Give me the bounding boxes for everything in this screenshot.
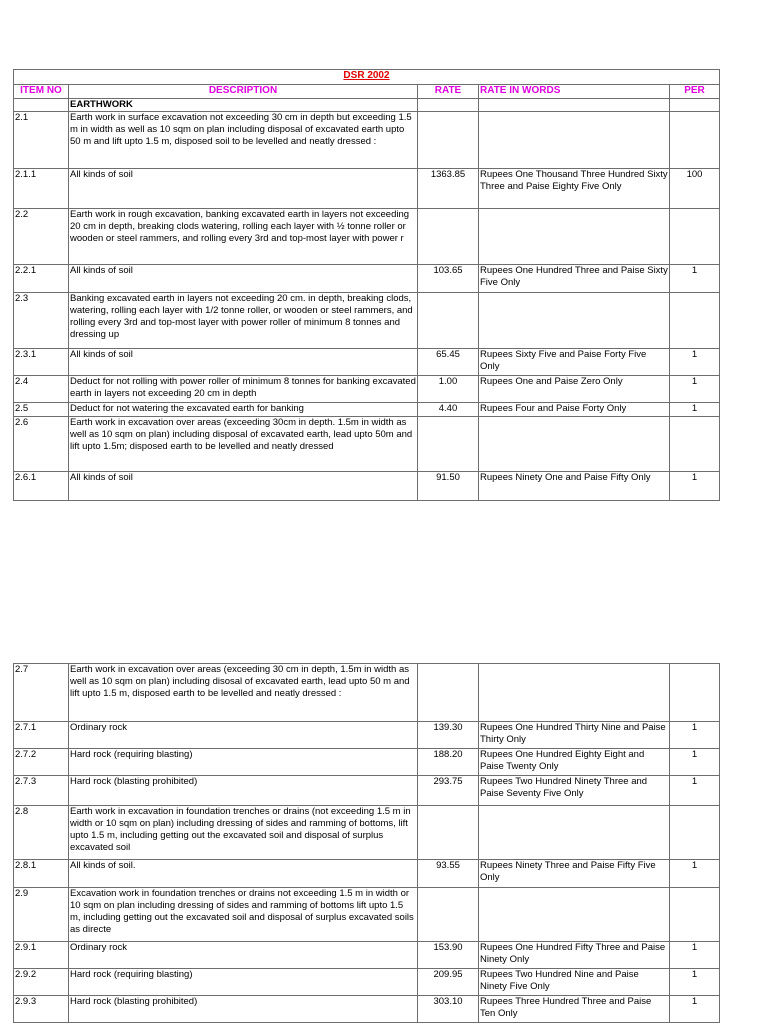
rate-cell: 93.55 [418,860,479,888]
per-cell: 1 [670,472,720,501]
table-row [14,112,720,169]
description-cell: Ordinary rock [69,722,418,749]
section-title: EARTHWORK [69,99,418,112]
rate-in-words-cell [479,806,670,860]
table-row [14,472,720,501]
item-no-cell: 2.2.1 [14,265,69,293]
item-no-cell: 2.9.2 [14,969,69,996]
rate-cell [418,209,479,265]
item-no-cell: 2.7.1 [14,722,69,749]
item-no-cell: 2.9.1 [14,942,69,969]
per-cell: 1 [670,776,720,806]
per-cell: 1 [670,942,720,969]
description-cell: Hard rock (requiring blasting) [69,749,418,776]
description-cell: Hard rock (blasting prohibited) [69,776,418,806]
table-row [14,806,720,860]
rate-in-words-cell [479,417,670,472]
per-cell: 1 [670,860,720,888]
per-cell: 1 [670,403,720,417]
rate-in-words-cell: Rupees Ninety Three and Paise Fifty Five Only [479,860,670,888]
rate-cell: 4.40 [418,403,479,417]
table-row [14,293,720,349]
description-cell: Hard rock (blasting prohibited) [69,996,418,1023]
item-no-cell: 2.8.1 [14,860,69,888]
table-row [14,169,720,209]
table-row [14,417,720,472]
rate-cell: 209.95 [418,969,479,996]
title-row [14,70,720,85]
rate-cell: 139.30 [418,722,479,749]
description-cell: All kinds of soil [69,349,418,376]
description-cell: Earth work in excavation over areas (exceeding 30cm in depth. 1.5m in width as well as 10 sqm on plan) including disposal of excavated earth, lead upto 50m and lift upto 1.5m; disposed earth to be levelled and neatly dressed [69,417,418,472]
rate-in-words-cell [479,293,670,349]
item-no-cell: 2.9.3 [14,996,69,1023]
per-cell [670,806,720,860]
rate-in-words-cell [479,112,670,169]
table-row [14,265,720,293]
table-row [14,376,720,403]
rate-in-words-cell: Rupees Two Hundred Ninety Three and Paise Seventy Five Only [479,776,670,806]
per-cell [670,417,720,472]
per-cell [670,112,720,169]
header-rate-in-words: RATE IN WORDS [479,85,670,99]
item-no-cell: 2.9 [14,888,69,942]
rate-in-words-cell: Rupees One Hundred Three and Paise Sixty Five Only [479,265,670,293]
description-cell: Hard rock (requiring blasting) [69,969,418,996]
item-no-cell: 2.2 [14,209,69,265]
header-per: PER [670,85,720,99]
rate-in-words-cell [479,209,670,265]
per-cell [670,888,720,942]
per-cell [670,293,720,349]
description-cell: All kinds of soil. [69,860,418,888]
table-row [14,403,720,417]
rate-cell: 65.45 [418,349,479,376]
header-item-no: ITEM NO [14,85,69,99]
description-cell: Earth work in excavation over areas (exceeding 30 cm in depth, 1.5m in width as well as 10 sqm on plan) including disosal of excavated earth, lead upto 50 m and lift upto 1.5 m, disposed earth to be levelled and neatly dressed : [69,664,418,722]
header-rate: RATE [418,85,479,99]
rate-cell: 303.10 [418,996,479,1023]
table-row [14,209,720,265]
item-no-cell: 2.5 [14,403,69,417]
rate-cell [418,293,479,349]
per-cell [670,664,720,722]
description-cell: Excavation work in foundation trenches or drains not exceeding 1.5 m in width or 10 sqm on plan including dressing of sides and ramming of bottoms lift upto 1.5 m, including getting out the excavated soil and disposal of surplus excavated soils as directe [69,888,418,942]
item-no-cell: 2.3.1 [14,349,69,376]
item-no-cell: 2.7.3 [14,776,69,806]
rate-in-words-cell: Rupees One Thousand Three Hundred Sixty Three and Paise Eighty Five Only [479,169,670,209]
description-cell: Deduct for not watering the excavated earth for banking [69,403,418,417]
rate-cell: 91.50 [418,472,479,501]
item-no-cell: 2.4 [14,376,69,403]
table-row [14,969,720,996]
item-no-cell: 2.8 [14,806,69,860]
rate-in-words-cell: Rupees One Hundred Thirty Nine and Paise Thirty Only [479,722,670,749]
description-cell: All kinds of soil [69,169,418,209]
description-cell: Banking excavated earth in layers not exceeding 20 cm. in depth, breaking clods, watering, rolling each layer with 1/2 tonne roller, or wooden or steel rammers, and rolling every 3rd and top-most layer with power roller of minimum 8 tonnes and dressing up [69,293,418,349]
rate-cell: 1.00 [418,376,479,403]
rate-cell: 188.20 [418,749,479,776]
item-no-cell: 2.7.2 [14,749,69,776]
description-cell: Deduct for not rolling with power roller of minimum 8 tonnes for banking excavated earth in layers not exceeding 20 cm in depth [69,376,418,403]
table-row [14,996,720,1023]
item-no-cell: 2.3 [14,293,69,349]
rate-in-words-cell: Rupees Ninety One and Paise Fifty Only [479,472,670,501]
table-row [14,664,720,722]
per-cell: 1 [670,265,720,293]
table-row [14,349,720,376]
rate-in-words-cell: Rupees Three Hundred Three and Paise Ten Only [479,996,670,1023]
rate-in-words-cell: Rupees One Hundred Fifty Three and Paise Ninety Only [479,942,670,969]
rate-table-bottom [13,663,720,1023]
per-cell: 1 [670,349,720,376]
table-row [14,888,720,942]
rate-in-words-cell: Rupees Sixty Five and Paise Forty Five Only [479,349,670,376]
rate-cell [418,806,479,860]
rate-cell: 1363.85 [418,169,479,209]
description-cell: Earth work in excavation in foundation trenches or drains (not exceeding 1.5 m in width or 10 sqm on plan) including dressing of sides and ramming of bottoms, lift upto 1.5 m, including getting out the excavated soil and disposal of surplus excavated soil [69,806,418,860]
rate-cell [418,664,479,722]
rate-cell [418,888,479,942]
rate-cell: 153.90 [418,942,479,969]
rate-in-words-cell: Rupees Four and Paise Forty Only [479,403,670,417]
description-cell: Earth work in surface excavation not exceeding 30 cm in depth but exceeding 1.5 m in width as well as 10 sqm on plan including disposal of excavated earth upto 50 m and lift upto 1.5 m, disposed soil to be levelled and neatly dressed : [69,112,418,169]
description-cell: Ordinary rock [69,942,418,969]
rate-cell [418,112,479,169]
table-row [14,722,720,749]
item-no-cell: 2.1 [14,112,69,169]
per-cell [670,209,720,265]
table-row [14,749,720,776]
description-cell: Earth work in rough excavation, banking excavated earth in layers not exceeding 20 cm in depth, breaking clods watering, rolling each layer with ½ tonne roller or wooden or steel rammers, and rolling every 3rd and top-most layer with power r [69,209,418,265]
header-row [14,85,720,99]
rate-in-words-cell: Rupees One Hundred Eighty Eight and Paise Twenty Only [479,749,670,776]
rate-in-words-cell [479,664,670,722]
header-description: DESCRIPTION [69,85,418,99]
per-cell: 1 [670,376,720,403]
rate-table-top [13,69,720,501]
rate-cell: 103.65 [418,265,479,293]
table-row [14,776,720,806]
rate-in-words-cell [479,888,670,942]
item-no-cell: 2.6.1 [14,472,69,501]
sheet-title: DSR 2002 [14,70,720,85]
per-cell: 100 [670,169,720,209]
item-no-cell: 2.1.1 [14,169,69,209]
per-cell: 1 [670,996,720,1023]
per-cell: 1 [670,722,720,749]
rate-cell [418,417,479,472]
description-cell: All kinds of soil [69,265,418,293]
rate-in-words-cell: Rupees One and Paise Zero Only [479,376,670,403]
table-row [14,942,720,969]
section-row [14,99,720,112]
description-cell: All kinds of soil [69,472,418,501]
per-cell: 1 [670,969,720,996]
table-row [14,860,720,888]
item-no-cell: 2.7 [14,664,69,722]
per-cell: 1 [670,749,720,776]
rate-cell: 293.75 [418,776,479,806]
rate-in-words-cell: Rupees Two Hundred Nine and Paise Ninety Five Only [479,969,670,996]
item-no-cell: 2.6 [14,417,69,472]
